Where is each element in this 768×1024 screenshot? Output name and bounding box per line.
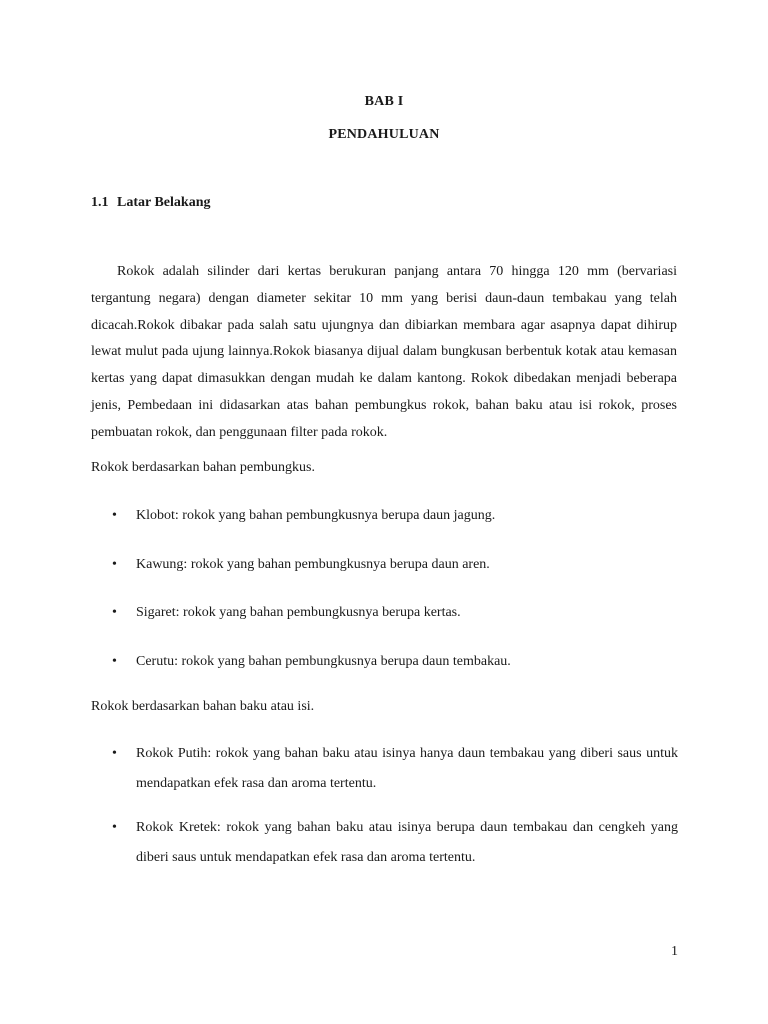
list-item [112,603,678,623]
wrapper-list-lead: Rokok berdasarkan bahan pembungkus. [91,460,315,475]
chapter-number: BAB I [364,94,404,109]
bullet-icon: • [112,605,117,620]
bullet-icon: • [112,654,117,669]
section-heading [91,195,210,211]
list-item [112,506,678,526]
filling-list-lead: Rokok berdasarkan bahan baku atau isi. [91,699,315,714]
intro-paragraph: Rokok adalah silinder dari kertas berukuran panjang antara 70 hingga 120 mm (bervariasi tergantung negara) dengan diameter sekitar 10 mm yang berisi daun-daun tembakau yang telah dicacah.Rokok dibakar pada salah satu ujungnya dan dibiarkan membara agar asapnya dapat dihirup lewat mulut pada ujung lainnya.Rokok biasanya dijual dalam bungkusan berbentuk kotak atau kemasan kertas yang dapat dimasukkan dengan mudah ke dalam kantong. Rokok dibedakan menjadi beberapa jenis, Pembedaan ini didasarkan atas bahan pembungkus rokok, bahan baku atau isi rokok, proses pembuatan rokok, dan penggunaan filter pada rokok. [91,264,677,440]
bullet-icon: • [112,746,117,761]
list-item [112,818,678,873]
list-item-text: Kawung: rokok yang bahan pembungkusnya berupa daun aren. [136,557,490,572]
list-item-text: Cerutu: rokok yang bahan pembungkusnya berupa daun tembakau. [136,654,511,669]
chapter-title: PENDAHULUAN [328,127,440,142]
page-number: 1 [671,944,678,959]
list-item-text: Rokok Putih: rokok yang bahan baku atau isinya hanya daun tembakau yang diberi saus untuk mendapatkan efek rasa dan aroma tertentu. [136,746,678,791]
list-item [112,744,678,799]
list-item-text: Sigaret: rokok yang bahan pembungkusnya berupa kertas. [136,605,461,620]
section-title: Latar Belakang [117,195,211,210]
bullet-icon: • [112,820,117,835]
list-item-text: Rokok Kretek: rokok yang bahan baku atau isinya berupa daun tembakau dan cengkeh yang diberi saus untuk mendapatkan efek rasa dan aroma tertentu. [136,820,678,865]
bullet-icon: • [112,557,117,572]
bullet-icon: • [112,508,117,523]
section-number: 1.1 [91,195,109,210]
list-item [112,652,678,672]
list-item-text: Klobot: rokok yang bahan pembungkusnya berupa daun jagung. [136,508,496,523]
list-item [112,555,678,575]
